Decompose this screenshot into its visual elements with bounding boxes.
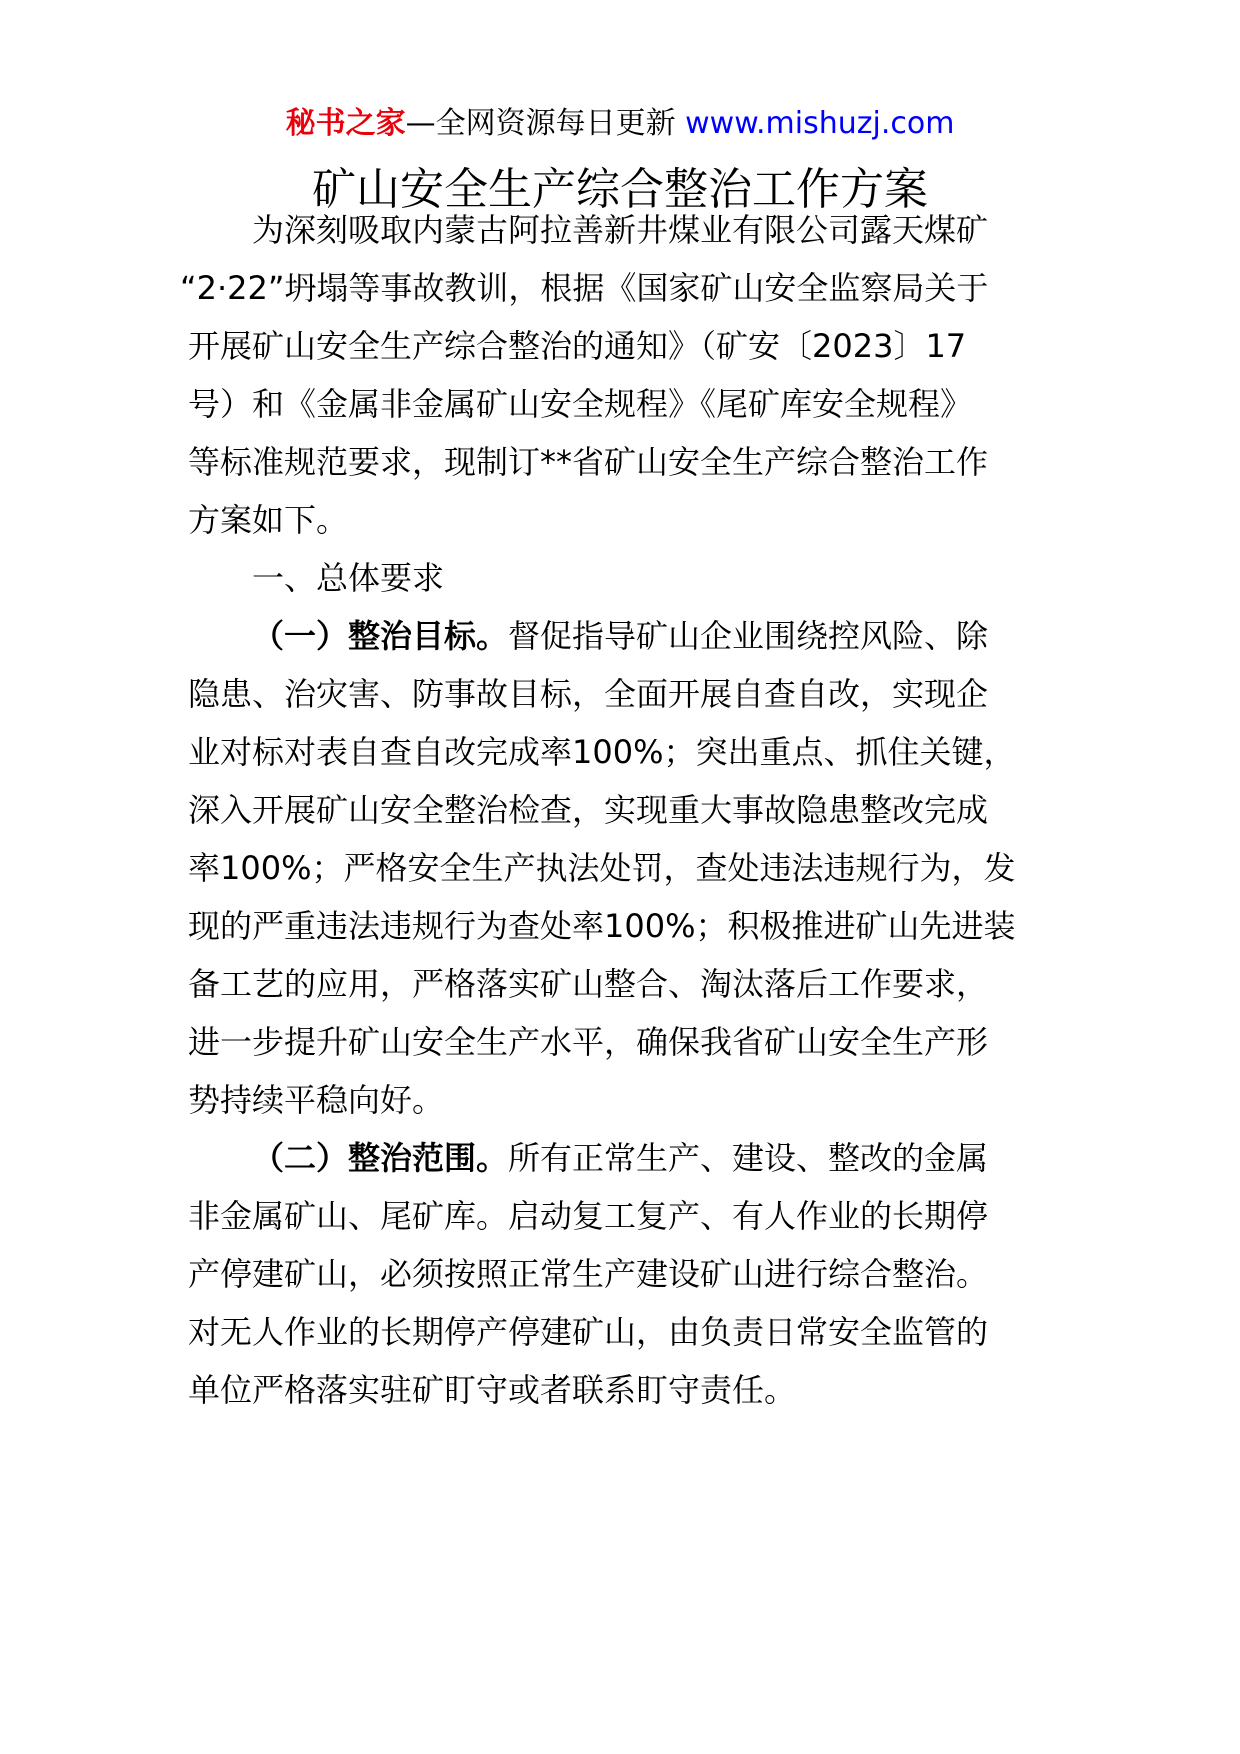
item2-line: 产停建矿山，必须按照正常生产建设矿山进行综合整治。 [188, 1255, 989, 1293]
item1-first-line [252, 611, 988, 661]
item2-line: 单位严格落实驻矿盯守或者联系盯守责任。 [188, 1371, 797, 1409]
item1-line: 进一步提升矿山安全生产水平，确保我省矿山安全生产形 [188, 1023, 989, 1061]
item2-line: 非金属矿山、尾矿库。启动复工复产、有人作业的长期停 [188, 1197, 989, 1235]
item1-line: 深入开展矿山安全整治检查，实现重大事故隐患整改完成 [188, 791, 989, 829]
item2-line: 对无人作业的长期停产停建矿山，由负责日常安全监管的 [188, 1313, 989, 1351]
item1-line: 业对标对表自查自改完成率100%；突出重点、抓住关键， [188, 733, 1016, 771]
intro-line: 号）和《金属非金属矿山安全规程》《尾矿库安全规程》 [188, 385, 973, 423]
item1-line: 现的严重违法违规行为查处率100%；积极推进矿山先进装 [188, 907, 1016, 945]
item1-label: （一）整治目标。 [252, 617, 509, 655]
item1-line: 备工艺的应用，严格落实矿山整合、淘汰落后工作要求， [188, 965, 989, 1003]
intro-line: 为深刻吸取内蒙古阿拉善新井煤业有限公司露天煤矿 [252, 211, 989, 249]
header-tagline: —全网资源每日更新 [405, 106, 686, 141]
intro-line: 方案如下。 [188, 501, 349, 539]
site-url-link[interactable]: www.mishuzj.com [685, 106, 955, 141]
item1-line: 隐患、治灾害、防事故目标，全面开展自查自改，实现企 [188, 675, 989, 713]
intro-line: 开展矿山安全生产综合整治的通知》（矿安〔2023〕17 [188, 327, 967, 365]
item2-first-line [252, 1133, 988, 1183]
item1-line: 率100%；严格安全生产执法处罚，查处违法违规行为，发 [188, 849, 1016, 887]
brand-name: 秘书之家 [285, 106, 406, 141]
document-title: 矿山安全生产综合整治工作方案 [312, 164, 928, 215]
item1-text: 督促指导矿山企业围绕控风险、除 [508, 617, 989, 655]
section-heading: 一、总体要求 [252, 559, 445, 597]
intro-line: “2·22”坍塌等事故教训，根据《国家矿山安全监察局关于 [180, 269, 989, 307]
site-header [0, 102, 1240, 146]
intro-line: 等标准规范要求，现制订**省矿山安全生产综合整治工作 [188, 443, 989, 481]
item2-label: （二）整治范围。 [252, 1139, 509, 1177]
item2-text: 所有正常生产、建设、整改的金属 [508, 1139, 989, 1177]
item1-line: 势持续平稳向好。 [188, 1081, 445, 1119]
